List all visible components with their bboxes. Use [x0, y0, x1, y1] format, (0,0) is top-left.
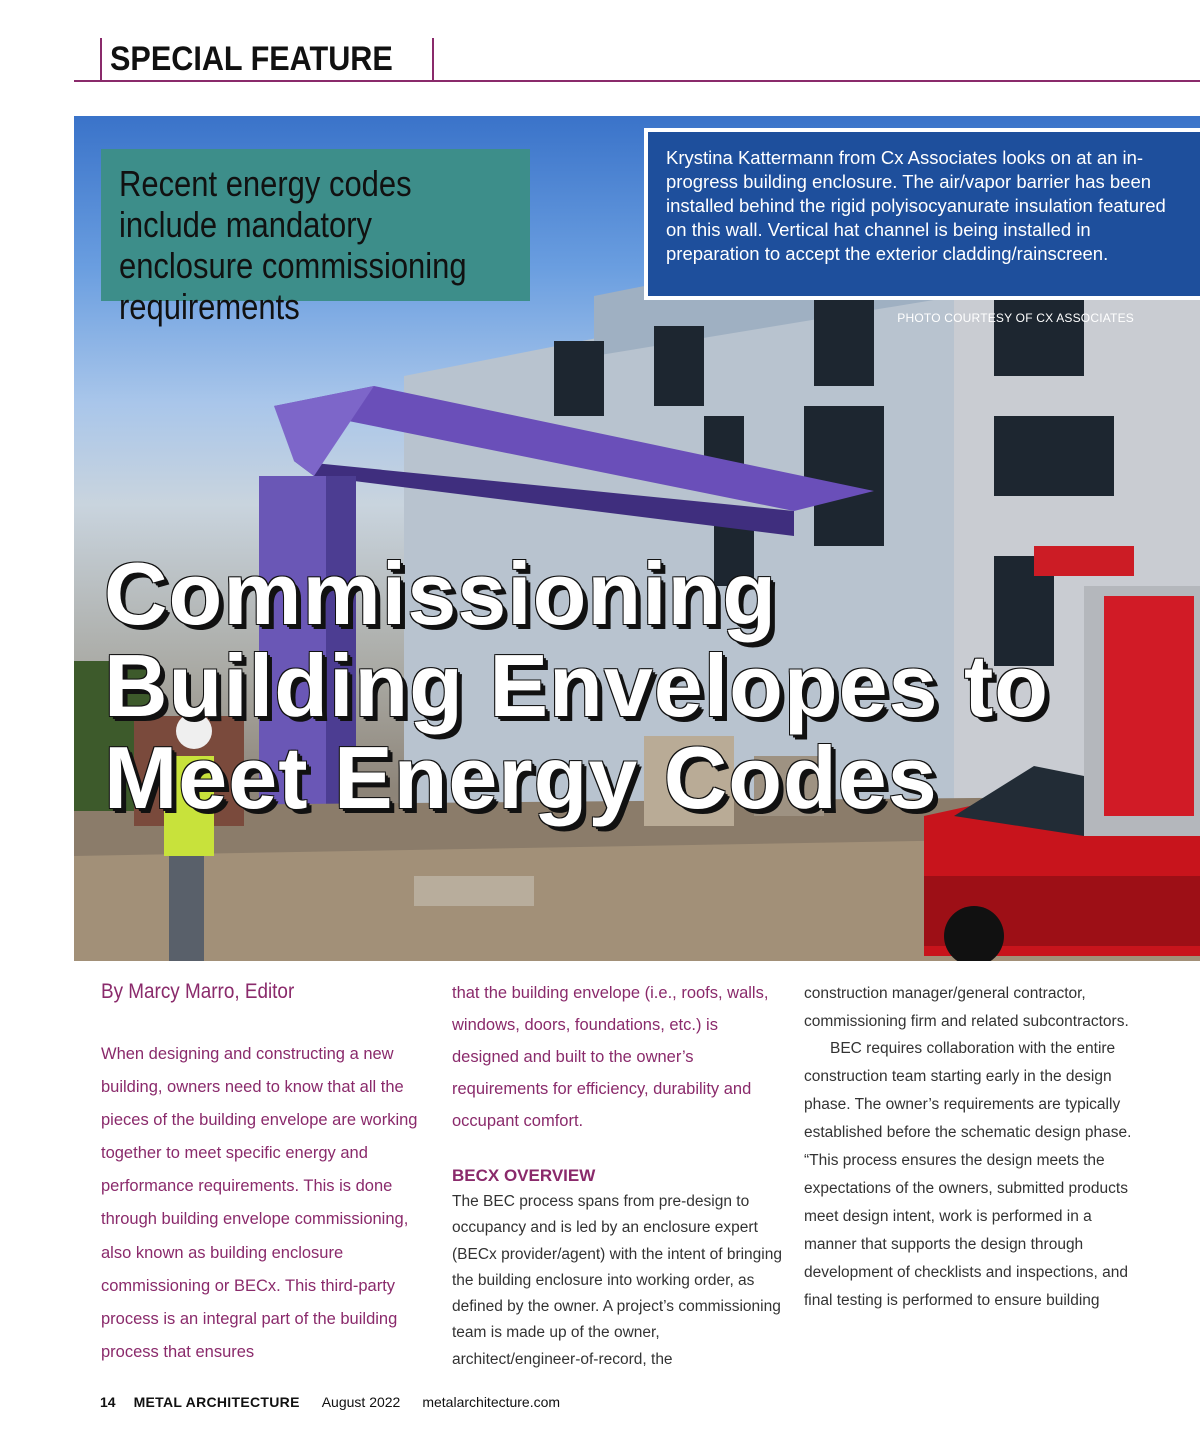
section-subhead: BECX OVERVIEW [452, 1166, 596, 1185]
lead-paragraph-part-1: When designing and constructing a new building, owners need to know that all the pieces of the building envelope are working together to meet specific energy and performance requirements. This is done through building envelope commissioning, also known as building enclosure commissioning or BECx. This third-party process is an integral part of the building process that ensures [101, 1045, 418, 1361]
section-label [100, 38, 434, 80]
article-column-1 [101, 980, 431, 1369]
body-paragraph-1-part-2: construction manager/general contractor, commissioning firm and related subcontractors. [804, 985, 1129, 1030]
issue-date: August 2022 [321, 1394, 401, 1410]
page-number: 14 [100, 1394, 116, 1410]
lead-paragraph-part-2: that the building envelope (i.e., roofs, walls, windows, doors, foundations, etc.) is designed and built to the owner’s requirements for efficiency, durability and occupant comfort. [452, 984, 769, 1130]
byline: By Marcy Marro, Editor [101, 980, 295, 1003]
article-headline: Commissioning Building Envelopes to Meet Energy Codes [104, 544, 1050, 827]
website-url: metalarchitecture.com [422, 1394, 561, 1410]
body-paragraph-1-part-1: The BEC process spans from pre-design to occupancy and is led by an enclosure expert (BECx provider/agent) with the intent of bringing the building enclosure into working order, as defined by the owner. A project’s commissioning team is made up of the owner, architect/engineer-of-record, the [452, 1193, 782, 1368]
magazine-name: METAL ARCHITECTURE [133, 1394, 300, 1410]
header-rule [74, 80, 1200, 82]
body-paragraph-2: BEC requires collaboration with the entire construction team starting early in the design phase. The owner’s requirements are typically established before the schematic design phase. “This process ensures the design meets the expectations of the owners, submitted products meet design intent, work is performed in a manner that supports the design through development of checklists and inspections, and final testing is performed to ensure building [804, 1040, 1132, 1309]
article-column-2 [452, 980, 786, 1373]
deck-text: Recent energy codes include mandatory enclosure commissioning requirements [119, 163, 467, 327]
article-column-3 [804, 980, 1134, 1315]
photo-caption-box [644, 128, 1200, 300]
deck-box [101, 149, 530, 327]
photo-caption-text: Krystina Kattermann from Cx Associates looks on at an in-progress building enclosure. The air/vapor barrier has been installed behind the rigid polyisocyanurate insulation featured on this wall. Vertical hat channel is being installed in preparation to accept the exterior cladding/rainscreen. [666, 147, 1166, 264]
section-label-text: SPECIAL FEATURE [110, 39, 393, 78]
photo-credit: PHOTO COURTESY OF CX ASSOCIATES [897, 311, 1134, 325]
page-footer [100, 1392, 560, 1412]
